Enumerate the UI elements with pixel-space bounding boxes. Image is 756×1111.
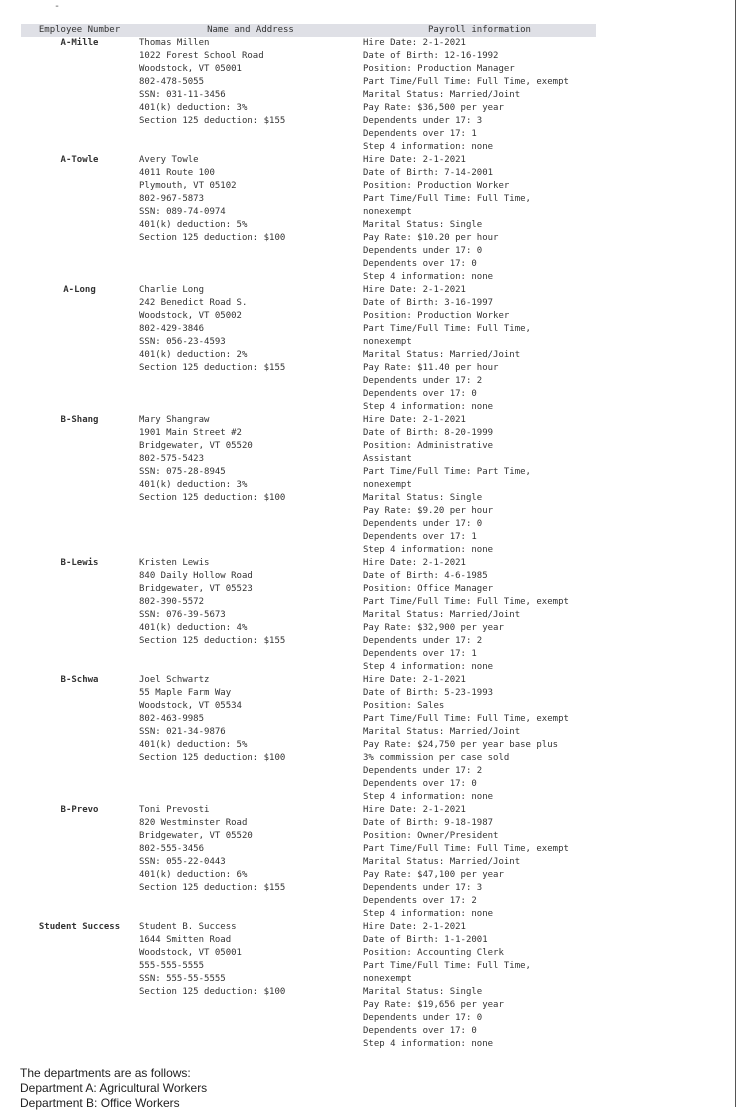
name-address-line: 401(k) deduction: 5%	[139, 220, 248, 230]
payroll-line: Step 4 information: none	[363, 142, 494, 152]
payroll-cell	[363, 154, 596, 284]
name-address-line: 1644 Smitten Road	[139, 935, 232, 945]
payroll-line: Position: Administrative	[363, 441, 494, 451]
payroll-line: Date of Birth: 3-16-1997	[363, 298, 494, 308]
payroll-line: Marital Status: Single	[363, 220, 483, 230]
payroll-line: Date of Birth: 9-18-1987	[363, 818, 494, 828]
header-employee-number: Employee Number	[21, 24, 138, 37]
payroll-line: Dependents under 17: 2	[363, 766, 483, 776]
name-address-cell	[138, 674, 363, 804]
header-name-address: Name and Address	[138, 24, 363, 37]
department-b: Department B: Office Workers	[20, 1096, 180, 1110]
name-address-line: Kristen Lewis	[139, 558, 210, 568]
payroll-line: Pay Rate: $47,100 per year	[363, 870, 504, 880]
payroll-line: Step 4 information: none	[363, 402, 494, 412]
payroll-line: Step 4 information: none	[363, 1039, 494, 1049]
payroll-line: nonexempt	[363, 480, 412, 490]
name-address-line: SSN: 075-28-8945	[139, 467, 226, 477]
name-address-line: Woodstock, VT 05001	[139, 64, 242, 74]
payroll-line: Pay Rate: $11.40 per hour	[363, 363, 499, 373]
payroll-line: Part Time/Full Time: Full Time, exempt	[363, 714, 569, 724]
name-address-line: 802-463-9985	[139, 714, 205, 724]
payroll-line: Marital Status: Married/Joint	[363, 90, 521, 100]
table-row	[21, 804, 596, 921]
name-address-line: Section 125 deduction: $155	[139, 883, 286, 893]
payroll-line: Hire Date: 2-1-2021	[363, 558, 466, 568]
payroll-line: Date of Birth: 1-1-2001	[363, 935, 488, 945]
table-row	[21, 154, 596, 284]
name-address-line: Woodstock, VT 05002	[139, 311, 242, 321]
name-address-line: SSN: 089-74-0974	[139, 207, 226, 217]
payroll-line: Dependents under 17: 3	[363, 116, 483, 126]
departments-note	[20, 1066, 207, 1111]
name-address-line: Woodstock, VT 05001	[139, 948, 242, 958]
table-row	[21, 414, 596, 557]
name-address-line: Section 125 deduction: $100	[139, 233, 286, 243]
name-address-line: Plymouth, VT 05102	[139, 181, 237, 191]
payroll-line: Marital Status: Single	[363, 493, 483, 503]
name-address-cell	[138, 37, 363, 154]
payroll-cell	[363, 557, 596, 674]
payroll-line: nonexempt	[363, 974, 412, 984]
payroll-line: Hire Date: 2-1-2021	[363, 155, 466, 165]
payroll-line: Part Time/Full Time: Full Time, exempt	[363, 844, 569, 854]
name-address-cell	[138, 154, 363, 284]
payroll-line: Marital Status: Single	[363, 987, 483, 997]
payroll-line: Date of Birth: 5-23-1993	[363, 688, 494, 698]
name-address-line: 1901 Main Street #2	[139, 428, 242, 438]
payroll-line: Step 4 information: none	[363, 792, 494, 802]
top-dash: -	[54, 1, 61, 12]
header-payroll-information: Payroll information	[363, 24, 596, 37]
payroll-cell	[363, 674, 596, 804]
table-row	[21, 674, 596, 804]
payroll-line: Position: Production Worker	[363, 181, 510, 191]
payroll-cell	[363, 804, 596, 921]
table-row	[21, 37, 596, 154]
name-address-line: Bridgewater, VT 05520	[139, 831, 253, 841]
payroll-line: Hire Date: 2-1-2021	[363, 675, 466, 685]
name-address-cell	[138, 414, 363, 557]
name-address-line: SSN: 555-55-5555	[139, 974, 226, 984]
employee-table	[21, 24, 596, 1051]
employee-number: B-Schwa	[60, 675, 99, 685]
name-address-line: 401(k) deduction: 6%	[139, 870, 248, 880]
payroll-line: Pay Rate: $32,900 per year	[363, 623, 504, 633]
name-address-line: SSN: 055-22-0443	[139, 857, 226, 867]
payroll-line: Dependents over 17: 0	[363, 779, 477, 789]
payroll-line: Part Time/Full Time: Full Time,	[363, 194, 531, 204]
payroll-line: Pay Rate: $19,656 per year	[363, 1000, 504, 1010]
name-address-line: Student B. Success	[139, 922, 237, 932]
payroll-line: Dependents under 17: 2	[363, 636, 483, 646]
payroll-line: Marital Status: Married/Joint	[363, 857, 521, 867]
payroll-line: Step 4 information: none	[363, 545, 494, 555]
payroll-line: Pay Rate: $36,500 per year	[363, 103, 504, 113]
payroll-cell	[363, 414, 596, 557]
name-address-line: 401(k) deduction: 3%	[139, 103, 248, 113]
payroll-line: Dependents over 17: 2	[363, 896, 477, 906]
name-address-cell	[138, 284, 363, 414]
name-address-cell	[138, 557, 363, 674]
payroll-line: Date of Birth: 12-16-1992	[363, 51, 499, 61]
name-address-line: 1022 Forest School Road	[139, 51, 264, 61]
name-address-line: Toni Prevosti	[139, 805, 210, 815]
employee-number: A-Long	[63, 285, 96, 295]
header-row	[21, 24, 596, 37]
name-address-line: Section 125 deduction: $100	[139, 753, 286, 763]
payroll-line: Dependents over 17: 1	[363, 129, 477, 139]
name-address-line: 401(k) deduction: 5%	[139, 740, 248, 750]
table-row	[21, 284, 596, 414]
employee-number: B-Lewis	[60, 558, 99, 568]
employee-number: A-Mille	[60, 38, 99, 48]
name-address-line: 401(k) deduction: 3%	[139, 480, 248, 490]
name-address-line: Bridgewater, VT 05523	[139, 584, 253, 594]
name-address-line: 555-555-5555	[139, 961, 205, 971]
payroll-line: Marital Status: Married/Joint	[363, 610, 521, 620]
payroll-line: Assistant	[363, 454, 412, 464]
name-address-line: 4011 Route 100	[139, 168, 215, 178]
payroll-line: Date of Birth: 7-14-2001	[363, 168, 494, 178]
payroll-line: Dependents under 17: 2	[363, 376, 483, 386]
name-address-line: SSN: 076-39-5673	[139, 610, 226, 620]
payroll-line: Position: Production Worker	[363, 311, 510, 321]
payroll-line: Position: Production Manager	[363, 64, 515, 74]
name-address-line: 55 Maple Farm Way	[139, 688, 232, 698]
payroll-line: nonexempt	[363, 207, 412, 217]
departments-intro: The departments are as follows:	[20, 1066, 191, 1080]
payroll-line: Dependents under 17: 0	[363, 1013, 483, 1023]
name-address-line: 820 Westminster Road	[139, 818, 248, 828]
payroll-line: Position: Accounting Clerk	[363, 948, 504, 958]
payroll-line: Dependents over 17: 0	[363, 259, 477, 269]
name-address-line: Section 125 deduction: $100	[139, 493, 286, 503]
payroll-line: Dependents under 17: 0	[363, 519, 483, 529]
employee-number: A-Towle	[60, 155, 99, 165]
payroll-line: Part Time/Full Time: Part Time,	[363, 467, 531, 477]
name-address-line: Mary Shangraw	[139, 415, 210, 425]
name-address-line: Section 125 deduction: $155	[139, 363, 286, 373]
payroll-line: Pay Rate: $24,750 per year base plus	[363, 740, 559, 750]
payroll-line: Part Time/Full Time: Full Time,	[363, 961, 531, 971]
name-address-line: Charlie Long	[139, 285, 205, 295]
payroll-line: Hire Date: 2-1-2021	[363, 415, 466, 425]
name-address-line: Joel Schwartz	[139, 675, 210, 685]
payroll-line: Dependents over 17: 0	[363, 1026, 477, 1036]
right-divider	[735, 0, 736, 1107]
payroll-line: Position: Office Manager	[363, 584, 494, 594]
employee-number: B-Prevo	[60, 805, 99, 815]
name-address-line: 802-575-5423	[139, 454, 205, 464]
payroll-line: Marital Status: Married/Joint	[363, 350, 521, 360]
name-address-line: 802-478-5055	[139, 77, 205, 87]
payroll-line: Hire Date: 2-1-2021	[363, 38, 466, 48]
name-address-line: 401(k) deduction: 2%	[139, 350, 248, 360]
payroll-cell	[363, 37, 596, 154]
payroll-line: Pay Rate: $10.20 per hour	[363, 233, 499, 243]
payroll-line: Hire Date: 2-1-2021	[363, 805, 466, 815]
table-row	[21, 557, 596, 674]
payroll-line: Date of Birth: 8-20-1999	[363, 428, 494, 438]
payroll-line: Step 4 information: none	[363, 272, 494, 282]
payroll-line: Marital Status: Married/Joint	[363, 727, 521, 737]
name-address-line: Avery Towle	[139, 155, 199, 165]
department-a: Department A: Agricultural Workers	[20, 1081, 208, 1095]
payroll-line: Dependents over 17: 1	[363, 649, 477, 659]
payroll-line: Step 4 information: none	[363, 909, 494, 919]
payroll-line: Date of Birth: 4-6-1985	[363, 571, 488, 581]
payroll-line: Position: Owner/President	[363, 831, 499, 841]
name-address-line: Thomas Millen	[139, 38, 210, 48]
payroll-line: Dependents over 17: 1	[363, 532, 477, 542]
employee-number: B-Shang	[60, 415, 99, 425]
payroll-line: Dependents under 17: 0	[363, 246, 483, 256]
name-address-line: 802-429-3846	[139, 324, 205, 334]
name-address-line: 802-555-3456	[139, 844, 205, 854]
payroll-line: Step 4 information: none	[363, 662, 494, 672]
payroll-cell	[363, 921, 596, 1051]
payroll-cell	[363, 284, 596, 414]
payroll-line: Dependents over 17: 0	[363, 389, 477, 399]
name-address-cell	[138, 921, 363, 1051]
name-address-line: SSN: 056-23-4593	[139, 337, 226, 347]
employee-number: Student Success	[38, 922, 121, 932]
name-address-line: SSN: 031-11-3456	[139, 90, 226, 100]
payroll-line: Hire Date: 2-1-2021	[363, 285, 466, 295]
name-address-line: Section 125 deduction: $155	[139, 116, 286, 126]
name-address-line: 840 Daily Hollow Road	[139, 571, 253, 581]
name-address-line: Section 125 deduction: $100	[139, 987, 286, 997]
payroll-line: Part Time/Full Time: Full Time,	[363, 324, 531, 334]
payroll-line: Hire Date: 2-1-2021	[363, 922, 466, 932]
name-address-line: 242 Benedict Road S.	[139, 298, 248, 308]
name-address-line: 802-967-5873	[139, 194, 205, 204]
payroll-line: Pay Rate: $9.20 per hour	[363, 506, 494, 516]
payroll-line: Part Time/Full Time: Full Time, exempt	[363, 77, 569, 87]
payroll-line: 3% commission per case sold	[363, 753, 510, 763]
table-row	[21, 921, 596, 1051]
name-address-cell	[138, 804, 363, 921]
name-address-line: Woodstock, VT 05534	[139, 701, 242, 711]
name-address-line: 802-390-5572	[139, 597, 205, 607]
name-address-line: SSN: 021-34-9876	[139, 727, 226, 737]
payroll-line: Dependents under 17: 3	[363, 883, 483, 893]
payroll-line: Part Time/Full Time: Full Time, exempt	[363, 597, 569, 607]
name-address-line: Section 125 deduction: $155	[139, 636, 286, 646]
name-address-line: Bridgewater, VT 05520	[139, 441, 253, 451]
payroll-line: nonexempt	[363, 337, 412, 347]
name-address-line: 401(k) deduction: 4%	[139, 623, 248, 633]
payroll-line: Position: Sales	[363, 701, 445, 711]
